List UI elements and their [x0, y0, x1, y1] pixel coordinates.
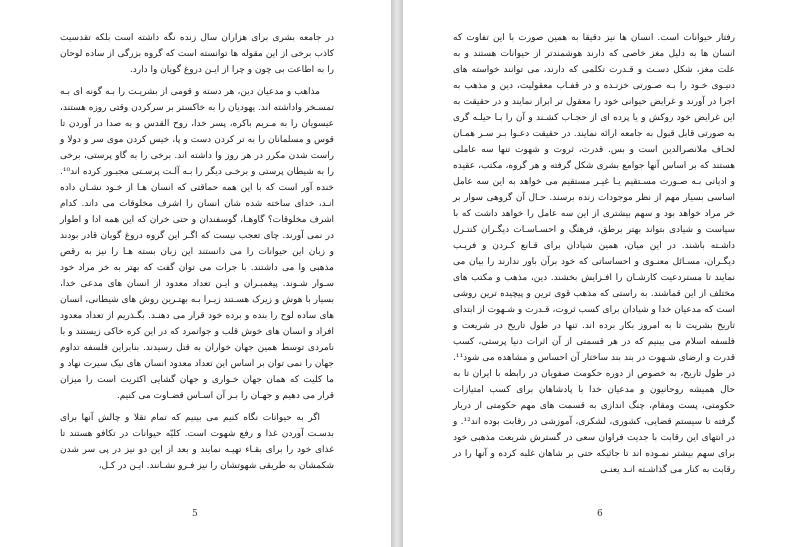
left-page — [0, 0, 391, 547]
left-page-body — [60, 30, 334, 480]
right-paragraph-1: رفتار حیوانات است. انسان ها نیز دقیقا به همین صورت با این تفاوت که انسان ها به دلیل مغز خاصی که دارند هوشمندتر از حیوانات هستند و به علت مغز، شکل دسـت و قـدرت تکلمی که دارند، می توانند خواسته های دنیـوی خـود را بـه صـورتی خزنـده و در قفـاب معقولیت، دین و مذهب به اجرا در آورند و غرایض حیوانی خود را معقول تر ابراز نمایند و در حقیقت به این غرایض خود روکش و یا پرده ای از حجـاب کشـند و آن را بـا حیلـه گری به صورتی قابل قبول به جامعه ارائه نمایند. در حقیقت دعـوا بـر سـر همـان لحـاف ملانصرالدین است و بس. قدرت، ثروت و شهوت تنها سه عاملی هستند که بر اساس آنها جوامع بشری شکل گرفته و هر گروه، مکتب، عقیده و ادیانی بـه صـورت مسـتقیم یـا غیـر مستقیم می خواهد به این سه عامل اساسی بسیار مهم از نظر موجودات زنده برسند. حـال آن گروهی سوار بر خر مراد خواهد بود و سهم بیشتری از این سه عامل را خواهد داشت که با سیاست و شیادی بتواند بهتر برطق، فرهنگ و احسـاسـات دیگـران کنتـرل داشـته باشند. در این میان، همین شیادان برای قـانع کـردن و فریـب دیگـران، مسـائل معنـوی و احساساتی که خود برآن باور ندارند را بیان می نمایند تا مستردعیت کارشـان را افـزایش بخشند. دین، مذهب و مکتب های مختلف از این قماشند. به راستی که مذهب قوی ترین و پیچیده ترین روشی است که مدعیان خدا و شیادان برای کسب ثروت، قـدرت و شـهوت از ابتدای تاریخ بشریت تا به امروز بکار برده اند. تنها در طول تاریخ در شریعت و فلسفه اسلام می بینیم که در هر قسمتی از آن اثرات دنیا پرستی، کسب قدرت و ارضای شـهوت در بند بند ساختار آن احساس و مشاهده می شود¹¹. در طول تاریخ، به خصوص از دوره حکومت صفویان در رابطه با ایران تا به حال همیشه روحانیون و مدعیان خدا با پادشاهان برای کسب امتیازات حکومتی، پست ومقام، چنگ اندازی به قسمت های مهم حکومتی از دربار گرفته تا سیستم قضایی، کشوری، لشکری، آموزشی در رقابت بوده اند¹². و در انتهای این رقابت با جدیت فراوان سعی در گسترش شریعت مذهبی خود برای سهم بیشتر نمـوده اند تا جائیکه حتی بر شاهان غلبه کرده و آنها را در رقابت به کنار می گذاشـته انـد یعنـی — [453, 33, 735, 475]
left-paragraph-3: اگر به حیوانات نگاه کنیم می بینیم که تمام تقلا و چالش آنها برای بدسـت آوردن غذا و رفع شهوت است. کلیّه حیوانات در تکافو هستند تا غذای خود را برای بقـاء تهیـه نمایند و بعد از این دو نیز در پی سر شدن شکمشان به طریقی شهوتشان را نیز فـرو نشـانند. ایـن در کـل، — [60, 413, 334, 471]
right-page — [403, 0, 799, 547]
right-page-number: 6 — [597, 509, 603, 519]
left-paragraph-2: مذاهب و مدعیان دین، هر دسته و قومی از بشریـت را بـه گونه ای بـه تمسـخر واداشته اند. یهودیان را به خاکستر بر سرکردن وقتی روزه هستند، عیسویان را به مـریم باکره، پسر خدا، روح القدس و به صدا در آوردن تا قوس و مسلمانان را به تر کردن دست و پا، خیس کردن موی سر و دولا و راست شدن مکرر در هر روز وا داشته اند. برخی را به گاو پرستی، برخی را به شیطان پرستی و برخـی دیگر را بـه آلـت پرسـتی مجبـور کرده اند¹⁰. خنده آور است که با این همه حماقتی که انسان هـا از خـود نشـان داده انـد، خدای ساخته شده شان انسان را اشرف مخلوقات می داند. کدام اشرف مخلوقات؟ گاوهـا، گوسفندان و حتی خران که این همه ادا و اطوار در نمی آورند. چای تعجب نیست که اگـر این گروه دروغ گویان قادر بودند و زبان این حیوانات را می دانستند این زبان بسته هـا را نیز به رقص مذهبی وا می داشتند. با جرات می توان گفت که بهتر به خر مراد خود سـوار شـوند. پیغمبـران و ایـن تعداد معدود از انسان های مدعی خدا، بسیار با هوش و زیرک هسـتند زیـرا بـه بهتـرین روش های شیطانی، انسان های ساده لوح را بنده و برده خود قرار می دهنـد. بگـذریم از تعداد معدود افراد و انسان های خوش قلب و جوانمرد که در این کره خاکی زیستند و با نامردی توسط همین جهان خواران به قتل رسیدند. بنابراین فلسفه تداوم جهان را نمی توان بر اساس این تعداد معدود انسان های نیک سیرت نهاد و ما کلیت که همان جهان خـواری و جهان گشایی اکثریت است را میزان قرار می دهیم و جهـان را بـر آن اسـاس قضـاوت می کنیم. — [60, 87, 334, 401]
left-page-number: 5 — [192, 509, 198, 519]
left-paragraph-1: در جامعه بشری برای هزاران سال زنده نگه داشته است بلکه تقدسیت کاذب برخی از این مقوله ها توانسته است که گروه بزرگی از ساده لوحان را به اطاعت بی چون و چرا از ایـن دروغ گویان وا دارد. — [60, 33, 334, 75]
right-page-body — [453, 30, 735, 484]
page-gutter — [391, 0, 403, 547]
